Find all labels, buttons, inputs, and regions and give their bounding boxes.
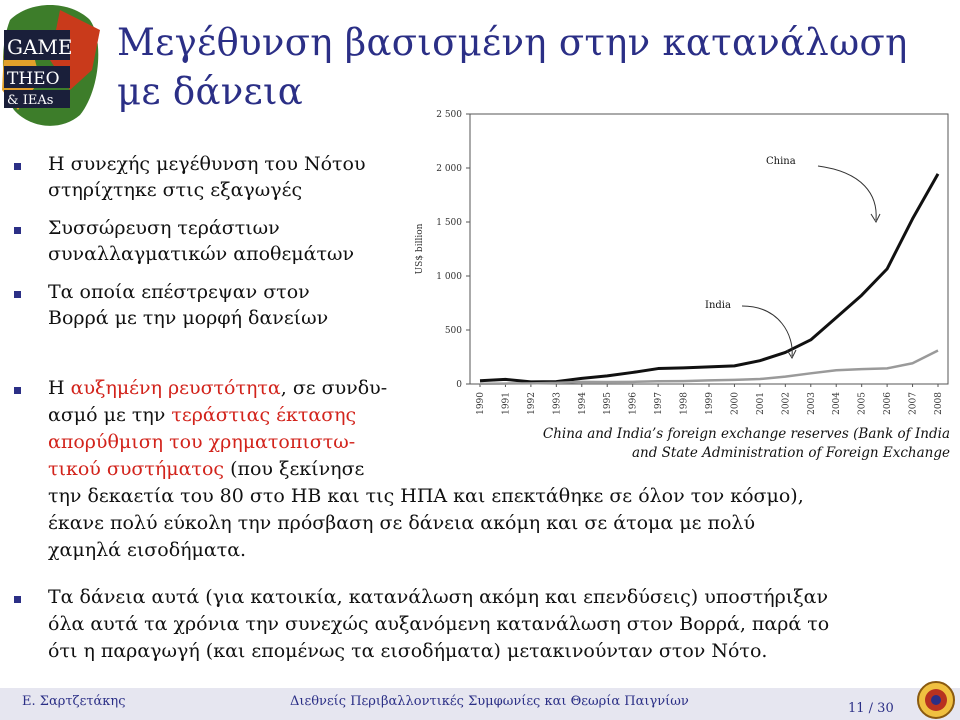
bullet-1-line-1: Η συνεχής μεγέθυνση του Νότου: [48, 153, 366, 175]
x-tick-label: 1999: [705, 392, 715, 415]
bullet-marker: [14, 387, 21, 394]
x-tick-label: 2002: [781, 392, 792, 415]
page-number: 11 / 30: [848, 701, 894, 716]
bullet-4-line-4: [48, 456, 364, 482]
plot-frame: [470, 114, 948, 384]
x-tick-label: 1992: [526, 392, 537, 415]
text-run: (που ξεκίνησε: [224, 458, 365, 480]
bullet-4-line-1: [48, 375, 387, 401]
highlight-text: τικού συστήματος: [48, 458, 225, 480]
chart-caption: [543, 425, 950, 463]
footer-author: Ε. Σαρτζετάκης: [22, 694, 126, 709]
bullet-3-line-2: Βορρά με την μορφή δανείων: [48, 307, 329, 329]
highlight-text: τεράστιας έκτασης: [171, 404, 357, 426]
bullet-1-line-2: στηρίχτηκε στις εξαγωγές: [48, 179, 303, 201]
bullet-5-line-2: όλα αυτά τα χρόνια την συνεχώς αυξανόμενη κατανάλωση στον Βορρά, παρά το: [48, 613, 830, 635]
x-tick-label: 1998: [679, 392, 690, 415]
bullet-4-line-6: έκανε πολύ εύκολη την πρόσβαση σε δάνεια ακόμη και σε άτομα με πολύ: [48, 512, 756, 534]
text-run: Η: [48, 377, 71, 399]
y-axis-label: US$ billion: [415, 223, 425, 275]
x-tick-label: 2005: [857, 392, 868, 415]
x-tick-label: 2003: [806, 392, 817, 415]
china-arrowhead: [871, 214, 880, 222]
y-tick-label: 2 000: [436, 164, 462, 174]
logo-ieas-text: & IEAs: [7, 93, 54, 108]
x-tick-label: 2001: [755, 392, 766, 415]
logo-game-text: GAME: [7, 35, 73, 59]
series-label-china: China: [766, 156, 796, 167]
x-tick-label: 1997: [654, 392, 665, 415]
title-line-2: με δάνεια: [117, 70, 304, 113]
x-tick-label: 2000: [730, 392, 741, 415]
university-seal-icon: [916, 680, 956, 720]
text-run: , σε συνδυ-: [280, 377, 388, 399]
bullet-4-line-3: απορύθμιση του χρηματοπιστω-: [48, 431, 356, 453]
footer-course-title: Διεθνείς Περιβαλλοντικές Συμφωνίες και Θεωρία Παιγνίων: [290, 694, 689, 709]
x-tick-label: 1991: [501, 392, 512, 415]
y-tick-label: 1 000: [436, 272, 462, 282]
logo-theory-text: THEO: [7, 69, 60, 89]
china-arrow: [818, 166, 876, 220]
india-arrow: [742, 306, 792, 356]
x-tick-label: 1994: [577, 392, 588, 415]
x-tick-label: 1993: [552, 392, 563, 415]
x-tick-label: 2008: [934, 392, 944, 415]
x-tick-label: 1996: [628, 392, 639, 415]
caption-line-2: and State Administration of Foreign Exchange: [632, 445, 950, 461]
bullet-4-line-5: την δεκαετία του 80 στο ΗΒ και τις ΗΠΑ και επεκτάθηκε σε όλον τον κόσμο),: [48, 485, 804, 507]
bullet-5-line-1: Τα δάνεια αυτά (για κατοικία, κατανάλωση ακόμη και επενδύσεις) υποστήριξαν: [48, 586, 829, 608]
bullet-4-line-7: χαμηλά εισοδήματα.: [48, 539, 247, 561]
bullet-marker: [14, 227, 21, 234]
caption-line-1: China and India’s foreign exchange reserves (Bank of India: [542, 426, 950, 442]
title-line-1: Μεγέθυνση βασισμένη στην κατανάλωση: [117, 21, 908, 64]
text-run: ασμό με την: [48, 404, 172, 426]
bullet-2-line-1: Συσσώρευση τεράστιων: [48, 217, 280, 239]
forex-reserves-chart: [408, 100, 960, 416]
y-tick-label: 2 500: [436, 110, 462, 120]
bullet-5-line-3: ότι η παραγωγή (και επομένως τα εισοδήματα) μετακινούνταν στον Νότο.: [48, 640, 768, 662]
x-tick-label: 1995: [603, 392, 614, 415]
y-tick-label: 1 500: [436, 218, 462, 228]
series-label-india: India: [705, 300, 731, 311]
bullet-marker: [14, 163, 21, 170]
x-tick-label: 1990: [476, 392, 486, 415]
bullet-marker: [14, 596, 21, 603]
x-tick-label: 2006: [883, 392, 894, 415]
bullet-3-line-1: Τα οποία επέστρεψαν στον: [48, 281, 310, 303]
highlight-text: αυξημένη ρευστότητα: [70, 377, 281, 399]
bullet-marker: [14, 291, 21, 298]
bullet-2-line-2: συναλλαγματικών αποθεμάτων: [48, 243, 355, 265]
bullet-4-line-2: [48, 402, 356, 428]
x-tick-label: 2007: [908, 392, 919, 415]
y-tick-label: 500: [444, 326, 462, 336]
slide-footer: [0, 688, 960, 720]
x-tick-label: 2004: [832, 392, 843, 415]
y-tick-label: 0: [456, 380, 462, 390]
series-line-china: [480, 174, 938, 382]
